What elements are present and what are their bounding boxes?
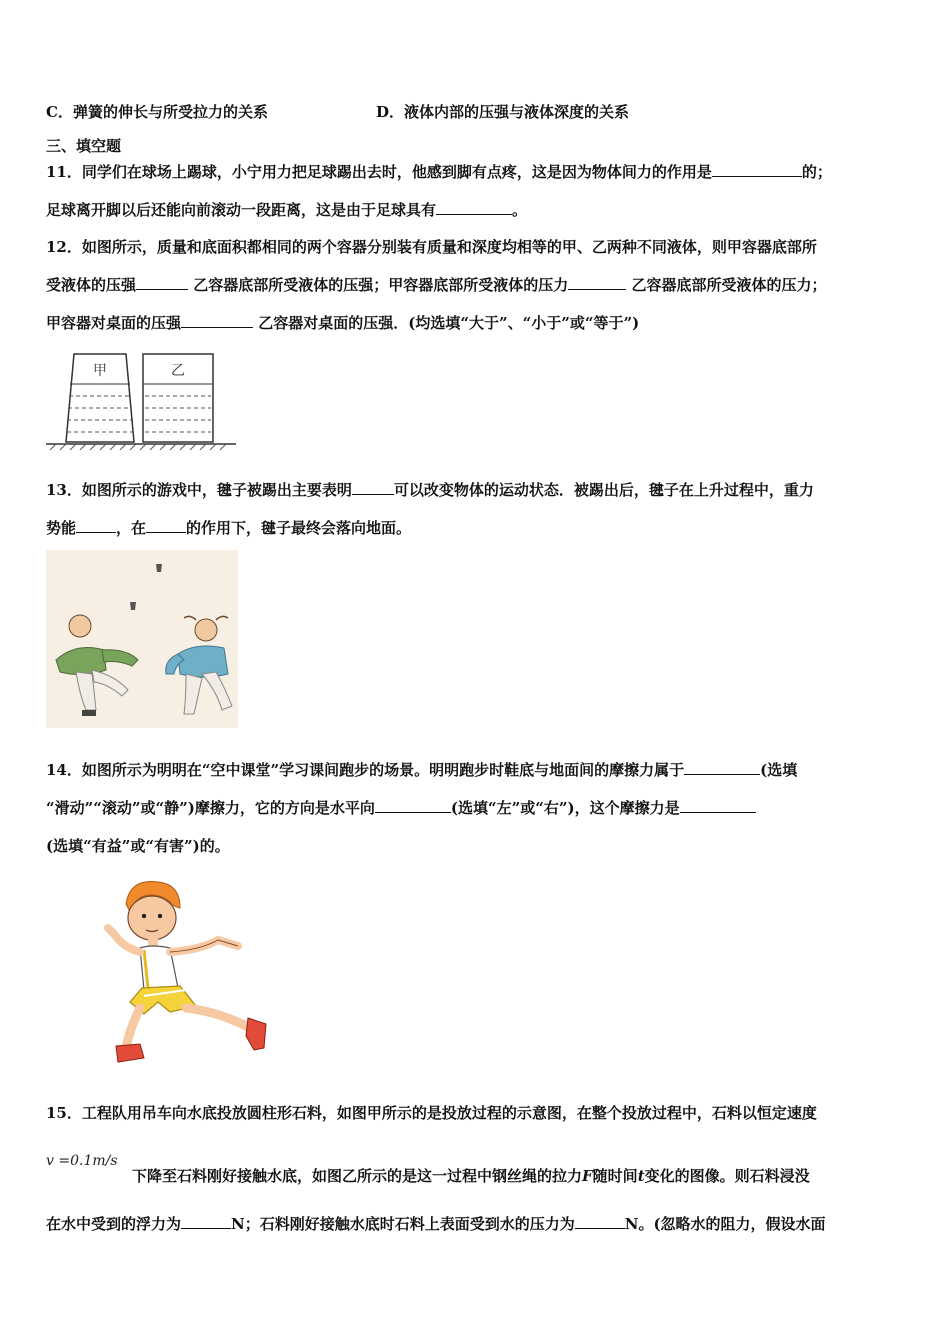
q12-containers-figure: [46, 350, 236, 450]
q13-text-2b: ，在: [116, 519, 147, 537]
q14-line-1: [46, 760, 797, 780]
q13-text-1b: 可以改变物体的运动状态．被踢出后，毽子在上升过程中，重力: [393, 481, 814, 499]
q13-blank-2[interactable]: [76, 518, 116, 533]
q15-line-2: [132, 1166, 810, 1186]
q15-text-3a: 在水中受到的浮力为: [46, 1215, 182, 1233]
q11-line-1: [46, 162, 832, 182]
q14-blank-3[interactable]: [680, 798, 756, 813]
shuttlecock-2: [130, 602, 136, 610]
q13-line-1: [46, 480, 814, 500]
q14-line-3: [46, 836, 230, 856]
q14-text-1a: 14．如图所示为明明在“空中课堂”学习课间跑步的场景。明明跑步时鞋底与地面间的摩擦力属于: [46, 761, 685, 779]
q14-line-2: [46, 798, 756, 818]
runner-shoe-left: [116, 1044, 144, 1062]
q15-blank-2[interactable]: [575, 1214, 625, 1229]
option-c: [46, 102, 268, 122]
q11-line-2: [46, 200, 527, 220]
q12-text-3a: 甲容器对桌面的压强: [46, 314, 182, 332]
q14-runner-figure: [100, 878, 280, 1068]
q15-blank-1[interactable]: [181, 1214, 231, 1229]
q15-text-3b: N；石料刚好接触水底时石料上表面受到水的压力为: [231, 1215, 575, 1233]
q11-text-1b: 的；: [801, 163, 832, 181]
q13-text-2a: 势能: [46, 519, 77, 537]
q12-text-1: 12．如图所示，质量和底面积都相同的两个容器分别装有质量和深度均相等的甲、乙两种不同液体，则甲容器底部所: [46, 238, 817, 256]
q12-text-2a: 受液体的压强: [46, 276, 137, 294]
section-title-text: 三、填空题: [46, 137, 122, 155]
shuttlecock-1: [156, 564, 162, 572]
q15-line-3: [46, 1214, 826, 1234]
runner-shoe-right: [246, 1018, 266, 1050]
section-title: [46, 136, 121, 156]
q14-text-2a: “滑动”“滚动”或“静”)摩擦力，它的方向是水平向: [46, 799, 375, 817]
q11-blank-2[interactable]: [436, 200, 512, 215]
q14-blank-1[interactable]: [684, 760, 760, 775]
q14-text-1b: (选填: [760, 761, 798, 779]
q13-shuttlecock-figure: [46, 550, 238, 728]
q11-blank-1[interactable]: [712, 162, 802, 177]
q15-text-2a: 下降至石料刚好接触水底，如图乙所示的是这一过程中钢丝绳的拉力: [132, 1167, 583, 1185]
q15-symbol-f: F: [582, 1167, 593, 1185]
q11-text-2b: 。: [512, 201, 528, 219]
q12-text-2b: 乙容器底部所受液体的压强；甲容器底部所受液体的压力: [193, 276, 569, 294]
q15-line-1: [46, 1103, 817, 1123]
q15-formula: v =0.1m/s: [46, 1153, 118, 1169]
option-c-text: C．弹簧的伸长与所受拉力的关系: [46, 103, 268, 121]
q12-blank-2[interactable]: [568, 275, 626, 290]
q11-text-2a: 足球离开脚以后还能向前滚动一段距离，这是由于足球具有: [46, 201, 437, 219]
q13-text-2c: 的作用下，毽子最终会落向地面。: [186, 519, 412, 537]
q11-text-1a: 11．同学们在球场上踢球，小宁用力把足球踢出去时，他感到脚有点疼，这是因为物体间力的作用是: [46, 163, 712, 181]
q15-text-1: 15．工程队用吊车向水底投放圆柱形石料，如图甲所示的是投放过程的示意图，在整个投放过程中，石料以恒定速度: [46, 1104, 817, 1122]
q14-text-3: (选填“有益”或“有害”)的。: [46, 837, 230, 855]
q13-blank-3[interactable]: [146, 518, 186, 533]
q14-text-2b: (选填“左”或“右”)，这个摩擦力是: [450, 799, 680, 817]
q12-blank-3[interactable]: [181, 313, 253, 328]
q15-text-2b: 随时间: [592, 1167, 638, 1185]
q12-line-2: [46, 275, 827, 295]
q12-text-3b: 乙容器对桌面的压强．(均选填“大于”、“小于”或“等于”): [258, 314, 640, 332]
q13-blank-1[interactable]: [352, 480, 394, 495]
option-d-text: D．液体内部的压强与液体深度的关系: [376, 103, 630, 121]
option-d: [376, 102, 629, 122]
q15-symbol-t: t: [637, 1167, 645, 1185]
q12-line-3: [46, 313, 639, 333]
label-jia: 甲: [93, 363, 107, 379]
q15-text-3c: N。(忽略水的阻力，假设水面: [624, 1215, 826, 1233]
q14-blank-2[interactable]: [375, 798, 451, 813]
label-yi: 乙: [171, 363, 185, 379]
q13-text-1a: 13．如图所示的游戏中，毽子被踢出主要表明: [46, 481, 352, 499]
q13-line-2: [46, 518, 411, 538]
q12-line-1: [46, 237, 817, 257]
q15-formula-line: [46, 1150, 118, 1171]
runner-head: [128, 896, 176, 940]
q15-text-2c: 变化的图像。则石料浸没: [644, 1167, 810, 1185]
q12-blank-1[interactable]: [136, 275, 188, 290]
q12-text-2c: 乙容器底部所受液体的压力；: [631, 276, 827, 294]
